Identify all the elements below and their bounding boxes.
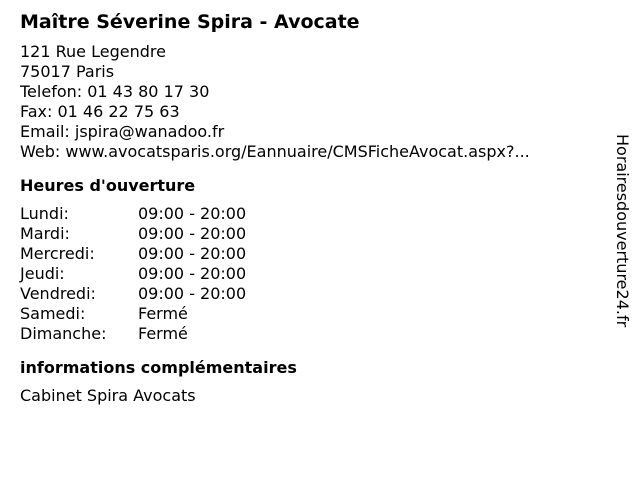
opening-hours-table <box>20 204 600 344</box>
website-url: Web: www.avocatsparis.org/Eannuaire/CMSFicheAvocat.aspx?... <box>20 142 530 161</box>
hours-row-friday <box>20 284 600 304</box>
page-title: Maître Séverine Spira - Avocate <box>20 11 360 33</box>
day-label: Vendredi: <box>20 284 96 303</box>
city-address: 75017 Paris <box>20 62 115 81</box>
day-label: Mercredi: <box>20 244 95 263</box>
fax-number: Fax: 01 46 22 75 63 <box>20 102 180 121</box>
hours-value: Fermé <box>138 324 188 343</box>
listing-card <box>20 10 600 406</box>
day-label: Dimanche: <box>20 324 107 343</box>
hours-value: 09:00 - 20:00 <box>138 264 247 283</box>
additional-info-heading: informations complémentaires <box>20 358 297 377</box>
additional-info-text: Cabinet Spira Avocats <box>20 386 196 405</box>
hours-value: 09:00 - 20:00 <box>138 224 247 243</box>
hours-row-thursday <box>20 264 600 284</box>
hours-row-tuesday <box>20 224 600 244</box>
hours-row-wednesday <box>20 244 600 264</box>
hours-value: 09:00 - 20:00 <box>138 204 247 223</box>
hours-row-monday <box>20 204 600 224</box>
opening-hours-heading: Heures d'ouverture <box>20 176 196 195</box>
hours-row-sunday <box>20 324 600 344</box>
street-address: 121 Rue Legendre <box>20 42 166 61</box>
hours-value: Fermé <box>138 304 188 323</box>
day-label: Lundi: <box>20 204 69 223</box>
email-address: Email: jspira@wanadoo.fr <box>20 122 225 141</box>
day-label: Mardi: <box>20 224 70 243</box>
phone-number: Telefon: 01 43 80 17 30 <box>20 82 210 101</box>
hours-value: 09:00 - 20:00 <box>138 244 247 263</box>
hours-row-saturday <box>20 304 600 324</box>
day-label: Jeudi: <box>20 264 65 283</box>
site-brand-vertical: Horairesdouverture24.fr <box>613 134 632 328</box>
hours-value: 09:00 - 20:00 <box>138 284 247 303</box>
day-label: Samedi: <box>20 304 86 323</box>
